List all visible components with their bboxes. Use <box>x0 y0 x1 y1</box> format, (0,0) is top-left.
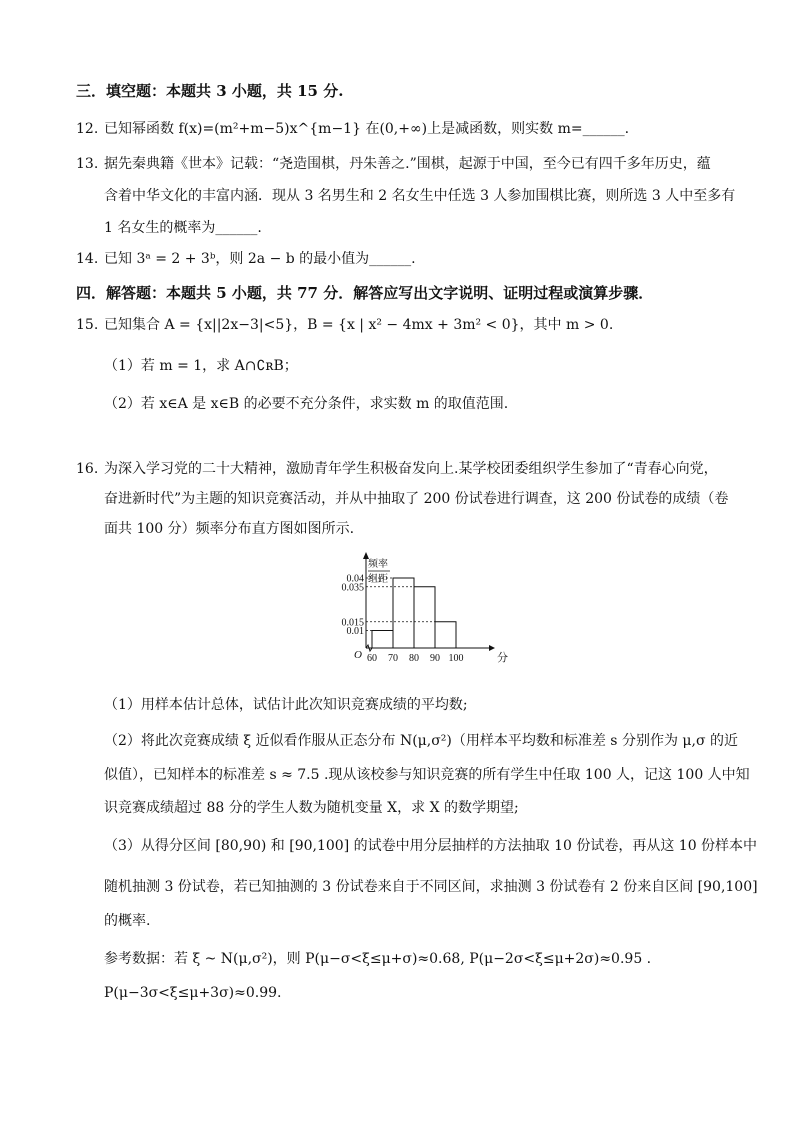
question-12 <box>76 119 629 139</box>
question-13-line3: 1 名女生的概率为______. <box>104 220 262 236</box>
question-text: 已知 3ᵃ = 2 + 3ᵇ，则 2a − b 的最小值为______. <box>104 251 416 267</box>
y-tick-label: 0.015 <box>341 617 364 629</box>
question-text: 已知幂函数 f(x)=(m²+m−5)x^{m−1} 在(0,+∞)上是减函数，则实数 m=______. <box>104 121 630 137</box>
question-16-part3-line3: 的概率. <box>104 913 151 929</box>
question-16-part2-line3: 识竞赛成绩超过 88 分的学生人数为随机变量 X，求 X 的数学期望; <box>104 800 519 816</box>
question-number: 15. <box>76 317 99 333</box>
x-axis-label: 分 <box>497 652 508 664</box>
reference-data-line1: 参考数据：若 ξ ~ N(μ,σ²)，则 P(μ−σ<ξ≤μ+σ)≈0.68, P(μ−2σ<ξ≤μ+2σ)≈0.95 . <box>104 951 652 967</box>
question-text: 为深入学习党的二十大精神，激励青年学生积极奋发向上.某学校团委组织学生参加了“青春心向党， <box>104 461 718 477</box>
question-16-part2-line1: （2）将此次竞赛成绩 ξ 近似看作服从正态分布 N(μ,σ²)（用样本平均数和标准差 s 分别作为 μ,σ 的近 <box>104 733 738 749</box>
y-tick-label: 0.01 <box>346 626 364 637</box>
histogram-bar <box>435 622 456 648</box>
x-tick-label: 60 <box>367 653 377 664</box>
histogram-bar <box>393 578 414 648</box>
question-16-line1 <box>76 459 718 479</box>
y-axis-arrow <box>363 552 369 559</box>
question-number: 13. <box>76 156 99 172</box>
y-axis-label-top: 频率 <box>368 559 388 570</box>
x-tick-label: 90 <box>430 653 440 664</box>
x-tick-label: 70 <box>388 653 398 664</box>
question-16-part3-line2: 随机抽测 3 份试卷，若已知抽测的 3 份试卷来自于不同区间，求抽测 3 份试卷有 2 份来自区间 [90,100] <box>104 879 758 895</box>
question-16-line3: 面共 100 分）频率分布直方图如图所示. <box>104 521 355 537</box>
histogram-bar <box>414 587 435 648</box>
y-tick-label: 0.04 <box>346 573 364 585</box>
x-axis-arrow <box>489 645 495 651</box>
question-15 <box>76 315 613 335</box>
question-16-part3-line1: （3）从得分区间 [80,90) 和 [90,100] 的试卷中用分层抽样的方法抽取 10 份试卷，再从这 10 份样本中 <box>104 838 758 854</box>
section-3-title: 三．填空题：本题共 3 小题，共 15 分. <box>76 82 344 100</box>
section-4-title: 四．解答题：本题共 5 小题，共 77 分．解答应写出文字说明、证明过程或演算步骤． <box>76 284 654 302</box>
question-number: 14. <box>76 251 99 267</box>
question-16-part2-line2: 似值），已知样本的标准差 s ≈ 7.5 .现从该校参与知识竞赛的所有学生中任取 100 人，记这 100 人中知 <box>104 767 750 783</box>
question-text: 据先秦典籍《世本》记载：“尧造围棋，丹朱善之.”围棋，起源于中国，至今已有四千多年历史，蕴 <box>104 156 711 172</box>
question-13-line2: 含着中华文化的丰富内涵．现从 3 名男生和 2 名女生中任选 3 人参加围棋比赛，则所选 3 人中至多有 <box>104 188 736 204</box>
question-16-line2: 奋进新时代”为主题的知识竞赛活动，并从中抽取了 200 份试卷进行调查，这 200 份试卷的成绩（卷 <box>104 491 729 507</box>
y-tick-label: 0.035 <box>341 582 364 594</box>
question-number: 12. <box>76 121 99 137</box>
origin-label: O <box>354 649 362 661</box>
question-14 <box>76 249 416 269</box>
question-15-part1: （1）若 m = 1，求 A∩∁ʀB； <box>104 358 298 374</box>
histogram-bar <box>372 631 393 649</box>
question-16-part1: （1）用样本估计总体，试估计此次知识竞赛成绩的平均数; <box>104 697 468 713</box>
question-text: 已知集合 A = {x||2x−3|<5}，B = {x | x² − 4mx + 3m² < 0}，其中 m > 0. <box>104 317 614 333</box>
question-15-part2: （2）若 x∈A 是 x∈B 的必要不充分条件，求实数 m 的取值范围. <box>104 396 509 412</box>
histogram-svg <box>330 548 508 678</box>
frequency-histogram <box>330 548 508 678</box>
reference-data-line2: P(μ−3σ<ξ≤μ+3σ)≈0.99. <box>104 985 282 1001</box>
question-13-line1 <box>76 154 711 174</box>
x-tick-label: 80 <box>409 653 419 664</box>
x-tick-label: 100 <box>448 653 464 664</box>
question-number: 16. <box>76 461 99 477</box>
y-axis-label-bottom: 组距 <box>368 574 388 585</box>
